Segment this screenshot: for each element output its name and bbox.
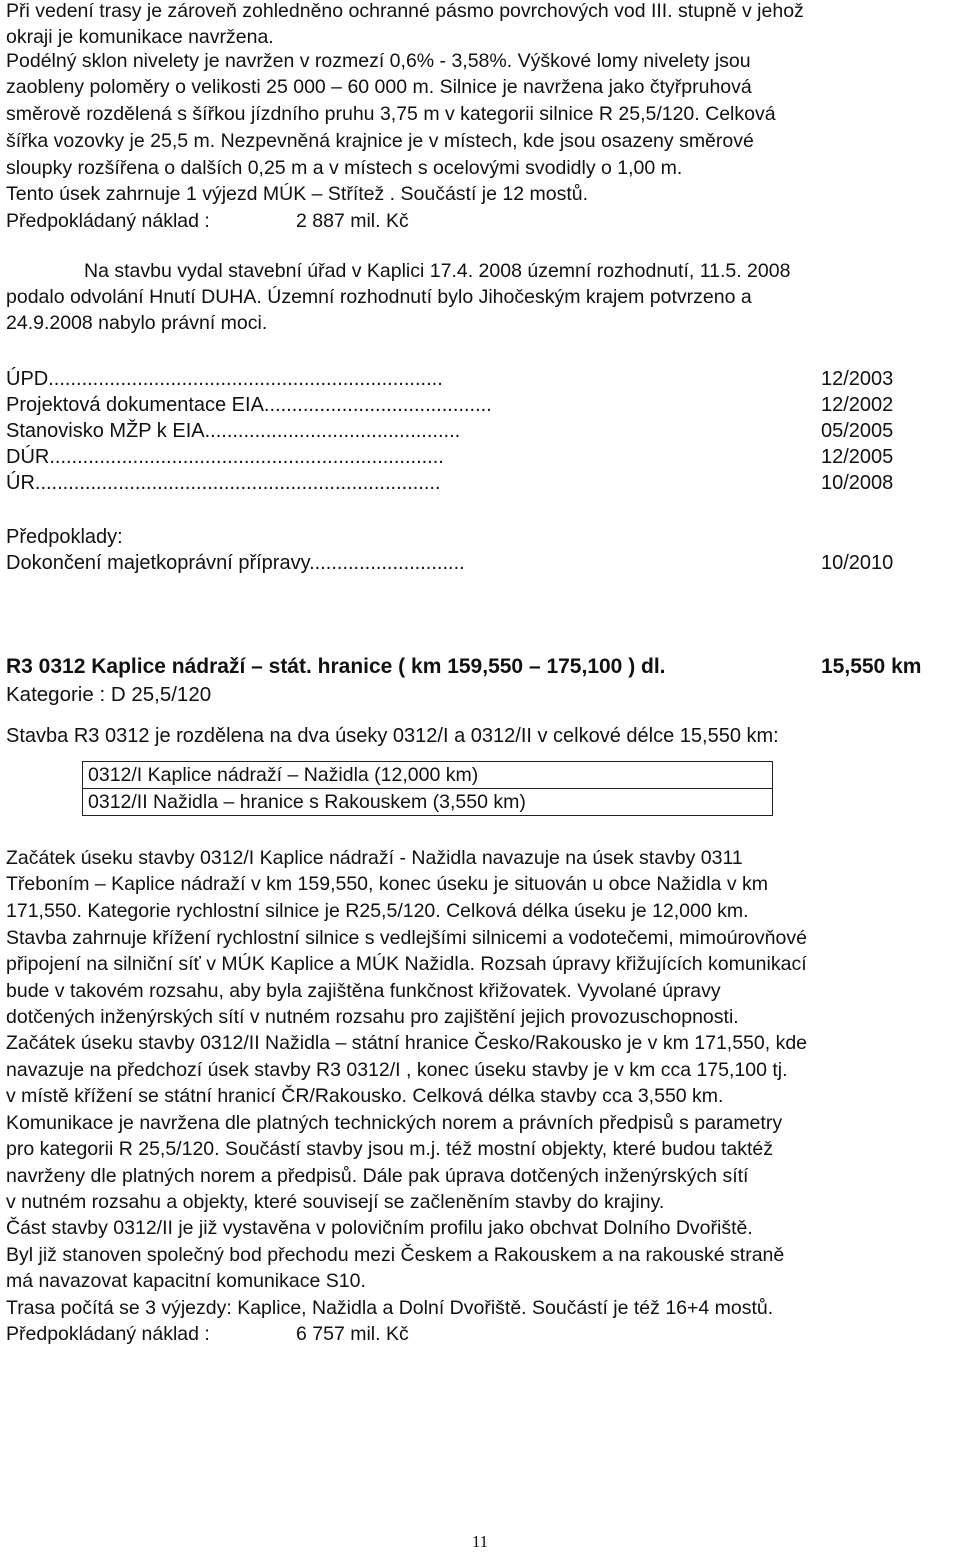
body-line-2: Třeboním – Kaplice nádraží v km 159,550, konec úseku je situován u obce Nažidla v km [6,873,768,895]
schedule-date: 10/2008 [821,472,894,494]
intro-line-2: okraji je komunikace navržena. [6,26,274,48]
schedule-date: 12/2002 [821,394,894,416]
intro-line-6: šířka vozovky je 25,5 m. Nezpevněná krajnice je v místech, kde jsou osazeny směrové [6,130,754,152]
body-line-14: v nutném rozsahu a objekty, které souvisejí se začleněním stavby do krajiny. [6,1191,665,1213]
section-heading [6,653,946,681]
body-line-17: má navazovat kapacitní komunikace S10. [6,1270,366,1292]
body-line-12: pro kategorii R 25,5/120. Součástí stavby jsou m.j. též mostní objekty, které budou taktéž [6,1138,774,1160]
table-row [83,762,773,789]
subsections-table [82,761,773,816]
schedule-date: 12/2003 [821,368,894,390]
prereq-title: Předpoklady: [6,526,123,548]
intro-line-4: zaobleny poloměry o velikosti 25 000 – 60 000 m. Silnice je navržena jako čtyřpruhová [6,76,752,98]
body-line-1: Začátek úseku stavby 0312/I Kaplice nádraží - Nažidla navazuje na úsek stavby 0311 [6,847,743,869]
body-cost-label: Předpokládaný náklad : [6,1323,210,1345]
intro-line-1: Při vedení trasy je zároveň zohledněno ochranné pásmo povrchových vod III. stupně v jehož [6,0,804,22]
body-line-10: v místě křížení se státní hranicí ČR/Rakousko. Celková délka stavby cca 3,550 km. [6,1085,724,1107]
body-line-11: Komunikace je navržena dle platných technických norem a právních předpisů s parametry [6,1112,783,1134]
prereq-label: Dokončení majetkoprávní přípravy............................ [6,552,465,574]
section-category: Kategorie : D 25,5/120 [6,683,212,706]
body-line-6: bude v takovém rozsahu, aby byla zajištěna funkčnost křižovatek. Vyvolané úpravy [6,980,721,1002]
schedule-label: ÚR......................................................................... [6,472,441,494]
intro-cost-label: Předpokládaný náklad : [6,210,210,232]
body-line-18: Trasa počítá se 3 výjezdy: Kaplice, Nažidla a Dolní Dvořiště. Součástí je též 16+4 mostů. [6,1297,774,1319]
page-number: 11 [471,1532,489,1551]
schedule-label: DÚR....................................................................... [6,446,444,468]
schedule-label: Projektová dokumentace EIA......................................... [6,394,492,416]
schedule-label: ÚPD....................................................................... [6,368,443,390]
subsection-cell: 0312/II Nažidla – hranice s Rakouskem (3,550 km) [83,789,773,816]
schedule-date: 05/2005 [821,420,894,442]
intro-cost-value: 2 887 mil. Kč [296,210,409,232]
body-line-5: připojení na silniční síť v MÚK Kaplice a MÚK Nažidla. Rozsah úpravy křižujících komunikací [6,953,807,975]
permits-line-2: podalo odvolání Hnutí DUHA. Územní rozhodnutí bylo Jihočeským krajem potvrzeno a [6,286,752,308]
body-line-15: Část stavby 0312/II je již vystavěna v polovičním profilu jako obchvat Dolního Dvořiště. [6,1217,753,1239]
body-line-9: navazuje na předchozí úsek stavby R3 0312/I , konec úseku stavby je v km cca 175,100 tj. [6,1059,788,1081]
body-line-8: Začátek úseku stavby 0312/II Nažidla – státní hranice Česko/Rakousko je v km 171,550, kde [6,1032,808,1054]
section-split: Stavba R3 0312 je rozdělena na dva úseky 0312/I a 0312/II v celkové délce 15,550 km: [6,725,779,747]
permits-line-1: Na stavbu vydal stavební úřad v Kaplici 17.4. 2008 územní rozhodnutí, 11.5. 2008 [84,260,791,282]
intro-line-7: sloupky rozšířena o dalších 0,25 m a v místech s ocelovými svodidly o 1,00 m. [6,157,683,179]
section-length: 15,550 km [821,655,922,678]
body-line-7: dotčených inženýrských sítí v nutném rozsahu pro zajištění jejich provozuschopnosti. [6,1006,739,1028]
schedule-label: Stanovisko MŽP k EIA.............................................. [6,420,461,442]
body-line-3: 171,550. Kategorie rychlostní silnice je R25,5/120. Celková délka úseku je 12,000 km. [6,900,749,922]
body-cost-value: 6 757 mil. Kč [296,1323,409,1345]
body-line-4: Stavba zahrnuje křížení rychlostní silnice s vedlejšími silnicemi a vodotečemi, mimoúrovňové [6,927,807,949]
schedule-date: 12/2005 [821,446,894,468]
prereq-date: 10/2010 [821,552,894,574]
subsection-cell: 0312/I Kaplice nádraží – Nažidla (12,000 km) [83,762,773,789]
table-row [83,789,773,816]
body-line-13: navrženy dle platných norem a předpisů. Dále pak úprava dotčených inženýrských sítí [6,1165,749,1187]
intro-line-5: směrově rozdělená s šířkou jízdního pruhu 3,75 m v kategorii silnice R 25,5/120. Celková [6,103,776,125]
body-line-16: Byl již stanoven společný bod přechodu mezi Českem a Rakouskem a na rakouské straně [6,1244,785,1266]
permits-line-3: 24.9.2008 nabylo právní moci. [6,312,268,334]
intro-line-3: Podélný sklon nivelety je navržen v rozmezí 0,6% - 3,58%. Výškové lomy nivelety jsou [6,50,751,72]
intro-line-8: Tento úsek zahrnuje 1 výjezd MÚK – Střítež . Součástí je 12 mostů. [6,183,589,205]
section-heading-text: R3 0312 Kaplice nádraží – stát. hranice ( km 159,550 – 175,100 ) dl. [6,655,666,678]
